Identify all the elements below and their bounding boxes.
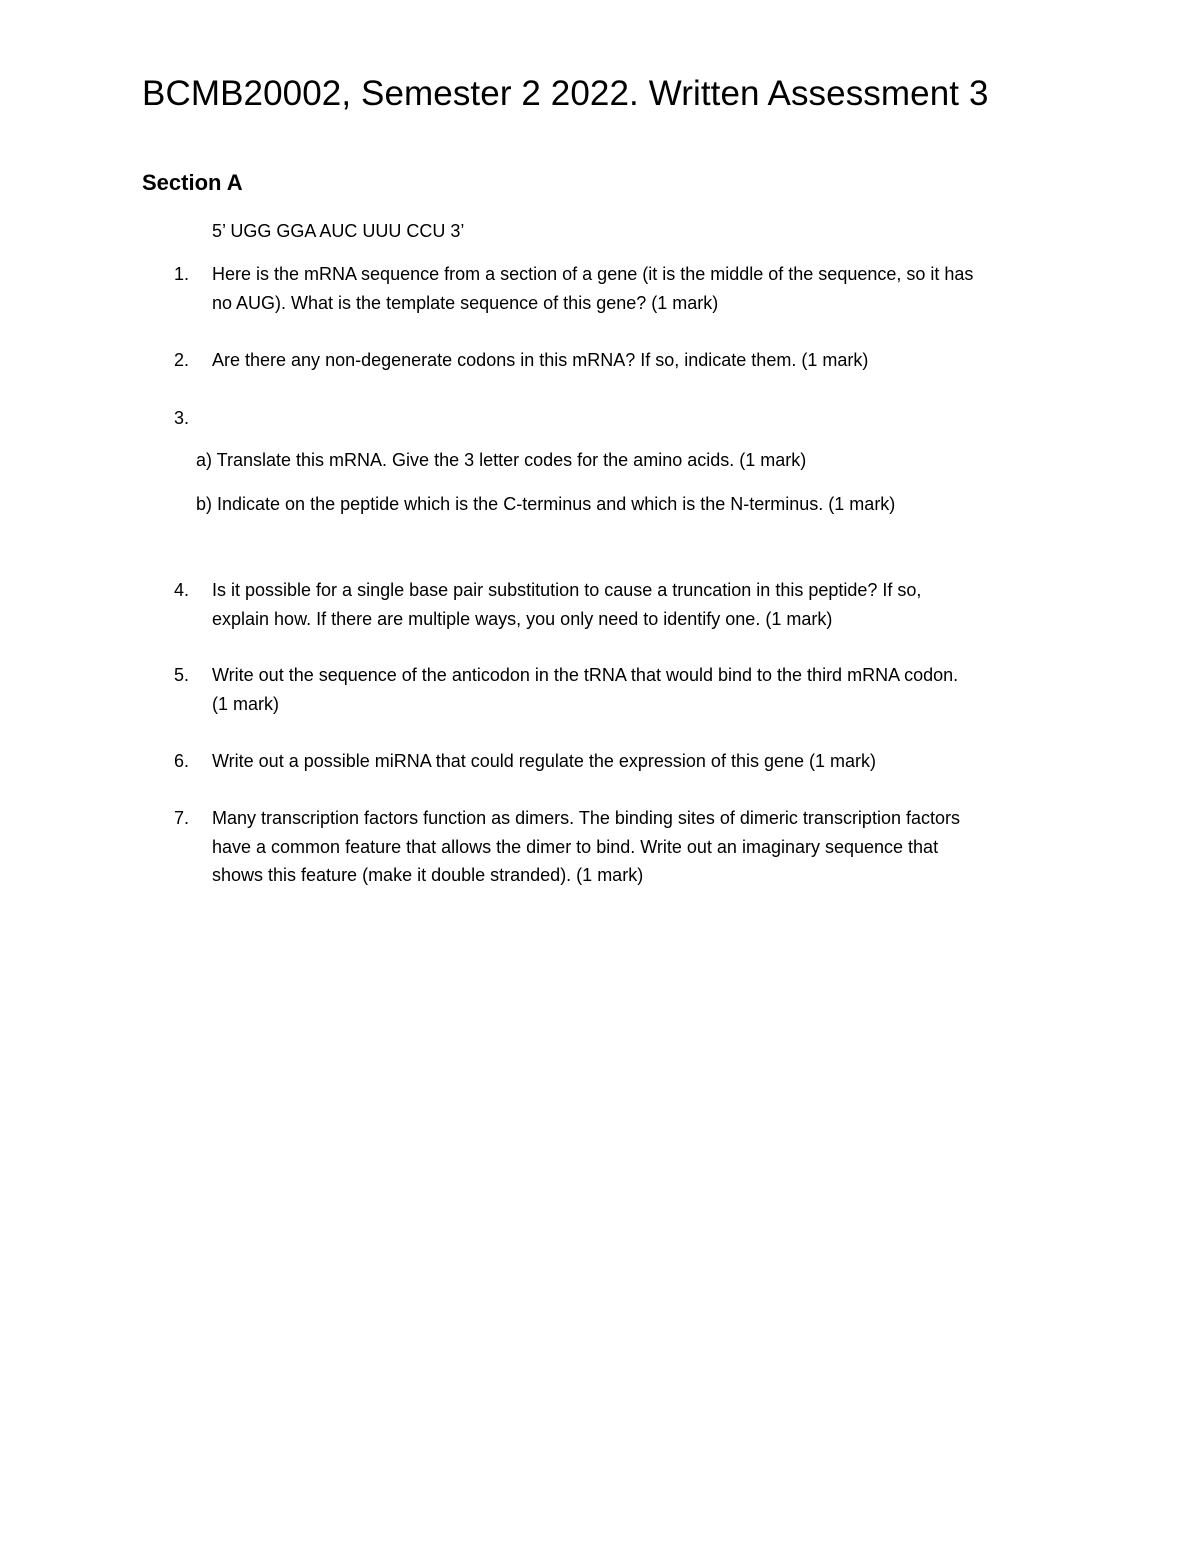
question-text bbox=[212, 747, 1072, 776]
section-heading: Section A bbox=[142, 170, 243, 195]
question-line: Are there any non-degenerate codons in this mRNA? If so, indicate them. (1 mark) bbox=[212, 350, 869, 370]
question-number: 3. bbox=[174, 408, 190, 428]
document-title: BCMB20002, Semester 2 2022. Written Assessment 3 bbox=[142, 74, 989, 113]
question-line: Write out a possible miRNA that could regulate the expression of this gene (1 mark) bbox=[212, 751, 876, 771]
question-line: explain how. If there are multiple ways, you only need to identify one. (1 mark) bbox=[212, 608, 833, 629]
question-line: Write out the sequence of the anticodon in the tRNA that would bind to the third mRNA codon. bbox=[212, 665, 959, 685]
question-line: shows this feature (make it double stranded). (1 mark) bbox=[212, 865, 644, 885]
question-text bbox=[212, 661, 1072, 718]
question-line: Is it possible for a single base pair substitution to cause a truncation in this peptide? If so, bbox=[212, 580, 922, 600]
mrna-sequence: 5’ UGG GGA AUC UUU CCU 3’ bbox=[212, 221, 465, 241]
question-number: 5. bbox=[174, 665, 190, 685]
question-line: have a common feature that allows the dimer to bind. Write out an imaginary sequence that bbox=[212, 836, 939, 857]
question-number: 2. bbox=[174, 350, 190, 370]
question-line: no AUG). What is the template sequence of this gene? (1 mark) bbox=[212, 292, 719, 313]
question-number: 4. bbox=[174, 580, 190, 600]
question-text bbox=[212, 804, 1072, 890]
question-text bbox=[212, 576, 1072, 633]
question-3a: a) Translate this mRNA. Give the 3 letter codes for the amino acids. (1 mark) bbox=[196, 450, 807, 470]
question-number: 1. bbox=[174, 264, 190, 284]
question-line: Here is the mRNA sequence from a section of a gene (it is the middle of the sequence, so it has bbox=[212, 264, 974, 284]
question-line: Many transcription factors function as dimers. The binding sites of dimeric transcription factors bbox=[212, 808, 960, 828]
question-3b: b) Indicate on the peptide which is the C-terminus and which is the N-terminus. (1 mark) bbox=[196, 494, 896, 514]
question-text bbox=[212, 260, 1072, 317]
question-text bbox=[212, 346, 1072, 375]
question-number: 7. bbox=[174, 808, 190, 828]
question-number: 6. bbox=[174, 751, 190, 771]
question-line: (1 mark) bbox=[212, 693, 279, 714]
